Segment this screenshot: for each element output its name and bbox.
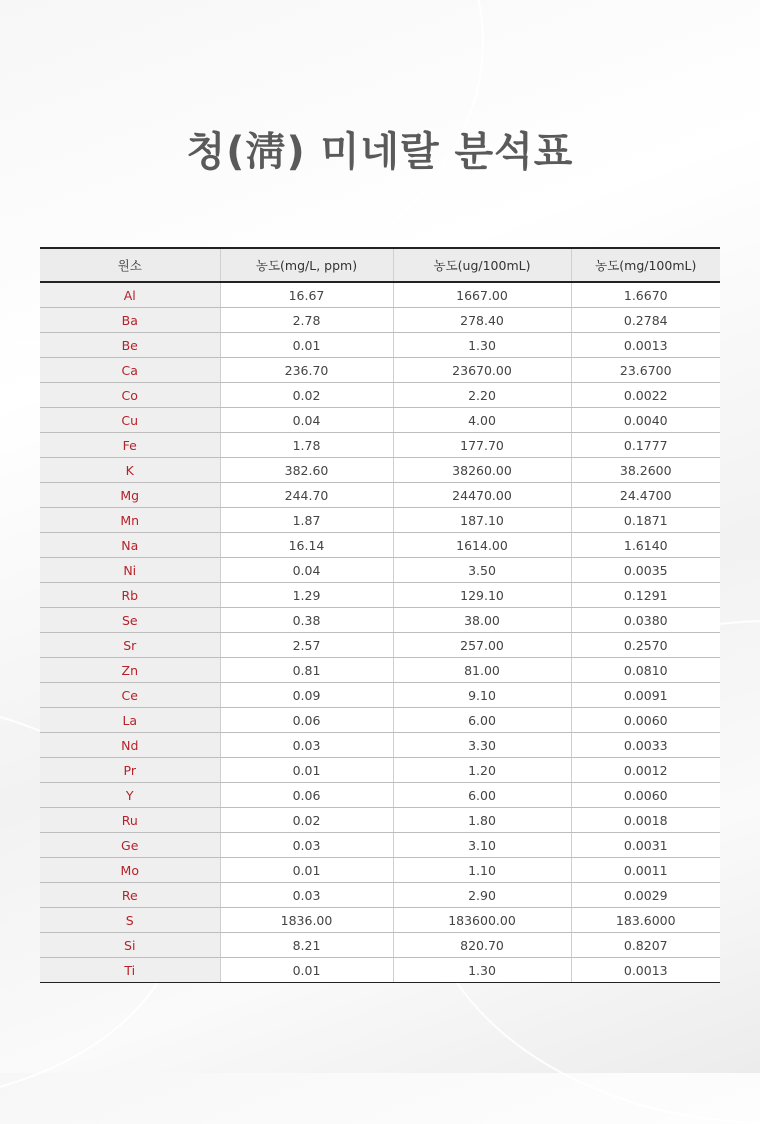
element-cell: Ti: [40, 958, 220, 983]
mg-per-100ml-cell: 0.0091: [571, 683, 720, 708]
mg-per-100ml-cell: 0.0018: [571, 808, 720, 833]
table-row: [40, 858, 720, 883]
table-row: [40, 883, 720, 908]
element-cell: Y: [40, 783, 220, 808]
ug-per-100ml-cell: 3.50: [393, 558, 571, 583]
mg-per-100ml-cell: 0.0060: [571, 783, 720, 808]
mg-per-l-cell: 1.29: [220, 583, 393, 608]
mg-per-100ml-cell: 0.0012: [571, 758, 720, 783]
mg-per-100ml-cell: 0.0040: [571, 408, 720, 433]
table-row: [40, 908, 720, 933]
ug-per-100ml-cell: 1.80: [393, 808, 571, 833]
ug-per-100ml-cell: 278.40: [393, 308, 571, 333]
mg-per-l-cell: 0.81: [220, 658, 393, 683]
mg-per-l-cell: 16.14: [220, 533, 393, 558]
element-cell: Al: [40, 282, 220, 308]
ug-per-100ml-cell: 129.10: [393, 583, 571, 608]
element-cell: Pr: [40, 758, 220, 783]
table-row: [40, 833, 720, 858]
mg-per-l-cell: 0.04: [220, 408, 393, 433]
table-row: [40, 308, 720, 333]
mg-per-100ml-cell: 0.0060: [571, 708, 720, 733]
element-cell: Ge: [40, 833, 220, 858]
table-row: [40, 433, 720, 458]
element-cell: Fe: [40, 433, 220, 458]
element-cell: S: [40, 908, 220, 933]
mg-per-100ml-cell: 0.1777: [571, 433, 720, 458]
ug-per-100ml-cell: 820.70: [393, 933, 571, 958]
mg-per-l-cell: 16.67: [220, 282, 393, 308]
element-cell: Si: [40, 933, 220, 958]
element-cell: Nd: [40, 733, 220, 758]
element-cell: K: [40, 458, 220, 483]
table-row: [40, 608, 720, 633]
mg-per-100ml-cell: 38.2600: [571, 458, 720, 483]
element-cell: Cu: [40, 408, 220, 433]
page-title: 청(淸) 미네랄 분석표: [186, 129, 574, 175]
ug-per-100ml-cell: 38.00: [393, 608, 571, 633]
header-element: 원소: [117, 258, 142, 273]
table-row: [40, 483, 720, 508]
mg-per-l-cell: 0.01: [220, 958, 393, 983]
mg-per-100ml-cell: 0.0013: [571, 958, 720, 983]
table-row: [40, 508, 720, 533]
element-cell: Rb: [40, 583, 220, 608]
table-row: [40, 683, 720, 708]
ug-per-100ml-cell: 9.10: [393, 683, 571, 708]
header-concentration-mg-per-100ml: 농도(mg/100mL): [571, 248, 720, 282]
ug-per-100ml-cell: 81.00: [393, 658, 571, 683]
table-row: [40, 933, 720, 958]
element-cell: Se: [40, 608, 220, 633]
ug-per-100ml-cell: 2.20: [393, 383, 571, 408]
ug-per-100ml-cell: 24470.00: [393, 483, 571, 508]
ug-per-100ml-cell: 3.10: [393, 833, 571, 858]
element-cell: Ca: [40, 358, 220, 383]
mg-per-l-cell: 1.78: [220, 433, 393, 458]
mg-per-100ml-cell: 23.6700: [571, 358, 720, 383]
element-cell: Mg: [40, 483, 220, 508]
mg-per-100ml-cell: 0.0013: [571, 333, 720, 358]
mg-per-l-cell: 2.78: [220, 308, 393, 333]
table-row: [40, 358, 720, 383]
table-row: [40, 758, 720, 783]
ug-per-100ml-cell: 6.00: [393, 783, 571, 808]
mg-per-l-cell: 0.01: [220, 758, 393, 783]
mg-per-100ml-cell: 0.0011: [571, 858, 720, 883]
mg-per-l-cell: 0.03: [220, 833, 393, 858]
mg-per-l-cell: 0.02: [220, 808, 393, 833]
ug-per-100ml-cell: 3.30: [393, 733, 571, 758]
mg-per-l-cell: 0.03: [220, 883, 393, 908]
element-cell: Mo: [40, 858, 220, 883]
table-row: [40, 333, 720, 358]
mg-per-l-cell: 0.02: [220, 383, 393, 408]
mg-per-l-cell: 0.01: [220, 858, 393, 883]
mg-per-100ml-cell: 0.1291: [571, 583, 720, 608]
table-row: [40, 408, 720, 433]
element-cell: Be: [40, 333, 220, 358]
mg-per-100ml-cell: 0.2570: [571, 633, 720, 658]
ug-per-100ml-cell: 257.00: [393, 633, 571, 658]
element-cell: Ce: [40, 683, 220, 708]
table-body: [40, 282, 720, 983]
ug-per-100ml-cell: 183600.00: [393, 908, 571, 933]
table-row: [40, 708, 720, 733]
ug-per-100ml-cell: 6.00: [393, 708, 571, 733]
table-row: [40, 783, 720, 808]
ug-per-100ml-cell: 4.00: [393, 408, 571, 433]
ug-per-100ml-cell: 1.30: [393, 958, 571, 983]
element-cell: Na: [40, 533, 220, 558]
mineral-analysis-table: [40, 247, 720, 983]
mg-per-100ml-cell: 0.0029: [571, 883, 720, 908]
mg-per-100ml-cell: 0.0035: [571, 558, 720, 583]
mg-per-l-cell: 1.87: [220, 508, 393, 533]
header-concentration-ug-per-100ml: 농도(ug/100mL): [393, 248, 571, 282]
element-cell: Zn: [40, 658, 220, 683]
mg-per-l-cell: 0.03: [220, 733, 393, 758]
mg-per-100ml-cell: 1.6140: [571, 533, 720, 558]
element-cell: Mn: [40, 508, 220, 533]
table-row: [40, 458, 720, 483]
ug-per-100ml-cell: 1.20: [393, 758, 571, 783]
mg-per-100ml-cell: 0.8207: [571, 933, 720, 958]
header-row: [40, 248, 720, 282]
mg-per-l-cell: 0.04: [220, 558, 393, 583]
mg-per-l-cell: 0.01: [220, 333, 393, 358]
element-cell: Co: [40, 383, 220, 408]
mg-per-100ml-cell: 0.2784: [571, 308, 720, 333]
table-row: [40, 383, 720, 408]
mg-per-100ml-cell: 24.4700: [571, 483, 720, 508]
table-row: [40, 583, 720, 608]
ug-per-100ml-cell: 1.30: [393, 333, 571, 358]
mg-per-l-cell: 0.09: [220, 683, 393, 708]
header-concentration-mg-per-l: 농도(mg/L, ppm): [220, 248, 393, 282]
ug-per-100ml-cell: 23670.00: [393, 358, 571, 383]
ug-per-100ml-cell: 177.70: [393, 433, 571, 458]
mg-per-100ml-cell: 1.6670: [571, 282, 720, 308]
mg-per-100ml-cell: 0.0031: [571, 833, 720, 858]
mg-per-l-cell: 0.06: [220, 708, 393, 733]
element-cell: Sr: [40, 633, 220, 658]
mg-per-100ml-cell: 0.0810: [571, 658, 720, 683]
element-cell: Ni: [40, 558, 220, 583]
table-row: [40, 282, 720, 308]
ug-per-100ml-cell: 1667.00: [393, 282, 571, 308]
ug-per-100ml-cell: 1.10: [393, 858, 571, 883]
mg-per-l-cell: 8.21: [220, 933, 393, 958]
mg-per-100ml-cell: 0.1871: [571, 508, 720, 533]
table-row: [40, 633, 720, 658]
mg-per-l-cell: 1836.00: [220, 908, 393, 933]
mg-per-100ml-cell: 0.0380: [571, 608, 720, 633]
mg-per-100ml-cell: 183.6000: [571, 908, 720, 933]
table-row: [40, 658, 720, 683]
mg-per-l-cell: 236.70: [220, 358, 393, 383]
mg-per-l-cell: 244.70: [220, 483, 393, 508]
mg-per-l-cell: 0.38: [220, 608, 393, 633]
mineral-analysis-table-container: [40, 247, 720, 983]
table-row: [40, 558, 720, 583]
element-cell: Re: [40, 883, 220, 908]
mg-per-l-cell: 0.06: [220, 783, 393, 808]
mg-per-l-cell: 382.60: [220, 458, 393, 483]
mg-per-100ml-cell: 0.0022: [571, 383, 720, 408]
table-row: [40, 808, 720, 833]
ug-per-100ml-cell: 2.90: [393, 883, 571, 908]
mg-per-l-cell: 2.57: [220, 633, 393, 658]
mg-per-100ml-cell: 0.0033: [571, 733, 720, 758]
ug-per-100ml-cell: 38260.00: [393, 458, 571, 483]
element-cell: La: [40, 708, 220, 733]
element-cell: Ba: [40, 308, 220, 333]
ug-per-100ml-cell: 1614.00: [393, 533, 571, 558]
element-cell: Ru: [40, 808, 220, 833]
table-row: [40, 958, 720, 983]
table-row: [40, 533, 720, 558]
table-header: [40, 248, 720, 282]
ug-per-100ml-cell: 187.10: [393, 508, 571, 533]
table-row: [40, 733, 720, 758]
